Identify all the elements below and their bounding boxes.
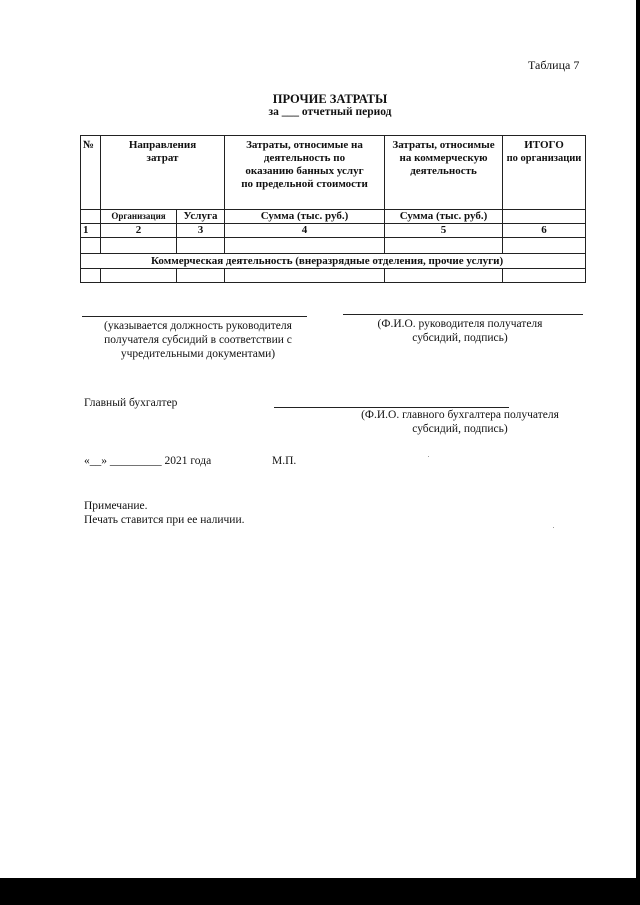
scan-edge-bottom: [0, 878, 640, 905]
header-costs-bath-text: Затраты, относимые на деятельность по оказанию банных услуг по предельной стоимости: [241, 139, 368, 190]
chief-accountant-caption: (Ф.И.О. главного бухгалтера получателя субсидий, подпись): [361, 409, 559, 435]
head-signature-line: [343, 314, 583, 315]
column-number-6: 6: [503, 224, 586, 238]
table-cell: [385, 269, 503, 283]
column-number-1: 1: [81, 224, 101, 238]
header-costs-bath: [225, 136, 385, 210]
table-cell: [101, 238, 177, 254]
table-cell: [81, 269, 101, 283]
document-subtitle: за ___ отчетный период: [268, 106, 392, 118]
header-costs-commercial-text: Затраты, относимые на коммерческую деятельность: [392, 139, 495, 177]
table-cell: [225, 269, 385, 283]
table-cell: [177, 269, 225, 283]
header-directions: [101, 136, 225, 210]
column-number-2: 2: [101, 224, 177, 238]
scan-edge-right: [636, 0, 640, 905]
table-section-row: [81, 254, 586, 269]
note-text: Печать ставится при ее наличии.: [84, 514, 245, 526]
position-caption: (указывается должность руководителя получателя субсидий в соответствии с учредительными документами): [104, 320, 292, 360]
position-signature-line: [82, 316, 307, 317]
table-empty-row: [81, 238, 586, 254]
header-directions-text: Направления затрат: [128, 139, 197, 164]
head-caption: (Ф.И.О. руководителя получателя субсидий, подпись): [377, 318, 543, 344]
column-number-4: 4: [225, 224, 385, 238]
section-commercial: Коммерческая деятельность (внеразрядные отделения, прочие услуги): [81, 254, 586, 269]
table-cell: [177, 238, 225, 254]
header-costs-commercial: [385, 136, 503, 210]
note-title: Примечание.: [84, 500, 148, 512]
stamp-label: М.П.: [272, 455, 297, 467]
table-number: Таблица 7: [528, 58, 580, 72]
table-subheader-row: [81, 210, 586, 224]
subheader-sum-2: Сумма (тыс. руб.): [385, 210, 503, 224]
scan-speck: [428, 456, 429, 457]
costs-table: [80, 135, 586, 283]
table-cell: [81, 238, 101, 254]
table-cell: [101, 269, 177, 283]
header-total: [503, 136, 586, 210]
table-cell: [225, 238, 385, 254]
chief-accountant-label: Главный бухгалтер: [84, 397, 178, 409]
table-cell: [385, 238, 503, 254]
column-number-5: 5: [385, 224, 503, 238]
header-number: №: [81, 136, 101, 210]
subheader-sum-1: Сумма (тыс. руб.): [225, 210, 385, 224]
subheader-empty: [81, 210, 101, 224]
date-line: «__» _________ 2021 года: [84, 455, 212, 467]
subheader-empty-total: [503, 210, 586, 224]
table-cell: [503, 238, 586, 254]
table-number-row: [81, 224, 586, 238]
table-header-row: [81, 136, 586, 210]
header-total-line2: по организации: [506, 153, 582, 164]
header-total-line1: ИТОГО: [524, 139, 564, 151]
scan-speck: [553, 527, 554, 528]
table-empty-row: [81, 269, 586, 283]
subheader-organization: Организация: [101, 210, 177, 224]
subheader-service: Услуга: [177, 210, 225, 224]
column-number-3: 3: [177, 224, 225, 238]
document-title: ПРОЧИЕ ЗАТРАТЫ: [272, 92, 388, 106]
table-cell: [503, 269, 586, 283]
